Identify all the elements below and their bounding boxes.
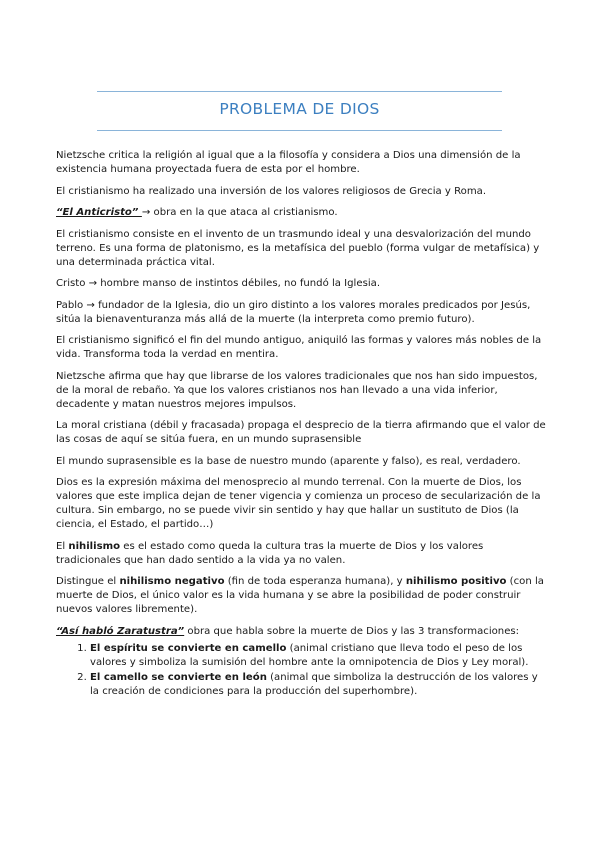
list-item-text: (animal que simboliza la destrucción de los valores y la creación de condiciones para la producción del superhombre). xyxy=(90,671,538,697)
paragraph-cristo: Cristo → hombre manso de instintos débiles, no fundó la Iglesia. xyxy=(56,278,381,289)
paragraph-anticristo xyxy=(56,206,546,220)
list-item xyxy=(90,642,546,670)
paragraph-muerte-dios: Dios es la expresión máxima del menosprecio al mundo terrenal. Con la muerte de Dios, los valores que este implica dejan de tener vigencia y comienza un proceso de secularización de la cultura. Sin embargo, no se puede vivir sin sentido y hay que hallar un sustituto de Dios (la ciencia, el Estado, el partido…) xyxy=(56,477,541,530)
paragraph-suprasensible: El mundo suprasensible es la base de nuestro mundo (aparente y falso), es real, verdadero. xyxy=(56,455,521,467)
term-nihilismo-negativo: nihilismo negativo xyxy=(119,576,225,587)
paragraph-zaratustra xyxy=(56,625,546,639)
paragraph-tipos-nihilismo xyxy=(56,575,546,617)
zaratustra-description: obra que habla sobre la muerte de Dios y las 3 transformaciones: xyxy=(184,625,520,637)
list-item-term: El espíritu se convierte en camello xyxy=(90,642,287,654)
paragraph-fin-mundo-antiguo: El cristianismo significó el fin del mundo antiguo, aniquiló las formas y valores más nobles de la vida. Transforma toda la verdad en mentira. xyxy=(56,335,542,360)
list-item-text: (animal cristiano que lleva todo el peso de los valores y simboliza la sumisión del hombre ante la omnipotencia de Dios y Ley moral). xyxy=(90,642,529,668)
paragraph-trasmundo: El cristianismo consiste en el invento de un trasmundo ideal y una desvalorización del mundo terreno. Es una forma de platonismo, es la metafísica del pueblo (forma vulgar de metafísica) y una determinada práctica vital. xyxy=(56,228,540,268)
text-span: Distingue el xyxy=(56,576,120,587)
title-rule-top xyxy=(97,91,502,92)
page-title: PROBLEMA DE DIOS xyxy=(219,100,380,118)
work-title-zaratustra: “Así habló Zaratustra” xyxy=(56,625,185,637)
text-span: (fin de toda esperanza humana), y xyxy=(224,576,406,587)
transformations-list xyxy=(56,642,546,699)
list-item xyxy=(90,671,546,699)
text-span: (con la muerte de Dios, el único valor es la vida humana y se abre la posibilidad de poder construir nuevos valores libremente). xyxy=(56,576,544,615)
work-title-anticristo: “El Anticristo” xyxy=(56,207,142,218)
document-body xyxy=(56,149,546,700)
term-nihilismo-positivo: nihilismo positivo xyxy=(405,576,507,587)
paragraph-inversion: El cristianismo ha realizado una inversión de los valores religiosos de Grecia y Roma. xyxy=(56,185,487,197)
paragraph-intro: Nietzsche critica la religión al igual que a la filosofía y considera a Dios una dimensión de la existencia humana proyectada fuera de esta por el hombre. xyxy=(56,150,521,175)
list-item-term: El camello se convierte en león xyxy=(90,671,267,683)
paragraph-moral-cristiana: La moral cristiana (débil y fracasada) propaga el desprecio de la tierra afirmando que el valor de las cosas de aquí se sitúa fuera, en un mundo suprasensible xyxy=(56,420,546,445)
paragraph-nihilismo xyxy=(56,540,546,568)
paragraph-pablo: Pablo → fundador de la Iglesia, dio un giro distinto a los valores morales predicados por Jesús, sitúa la bienaventuranza más allá de la muerte (la interpreta como premio futuro). xyxy=(56,299,531,325)
paragraph-librarse: Nietzsche afirma que hay que librarse de los valores tradicionales que nos han sido impuestos, de la moral de rebaño. Ya que los valores cristianos nos han llevado a una vida inferior, decadente y matan nuestros mejores impulsos. xyxy=(56,370,538,410)
text-span: es el estado como queda la cultura tras la muerte de Dios y los valores tradicionales que han dado sentido a la vida ya no valen. xyxy=(56,540,484,566)
anticristo-description: → obra en la que ataca al cristianismo. xyxy=(141,207,338,218)
term-nihilismo: nihilismo xyxy=(68,540,121,552)
title-rule-bottom xyxy=(97,130,502,131)
text-span: El xyxy=(56,540,69,552)
